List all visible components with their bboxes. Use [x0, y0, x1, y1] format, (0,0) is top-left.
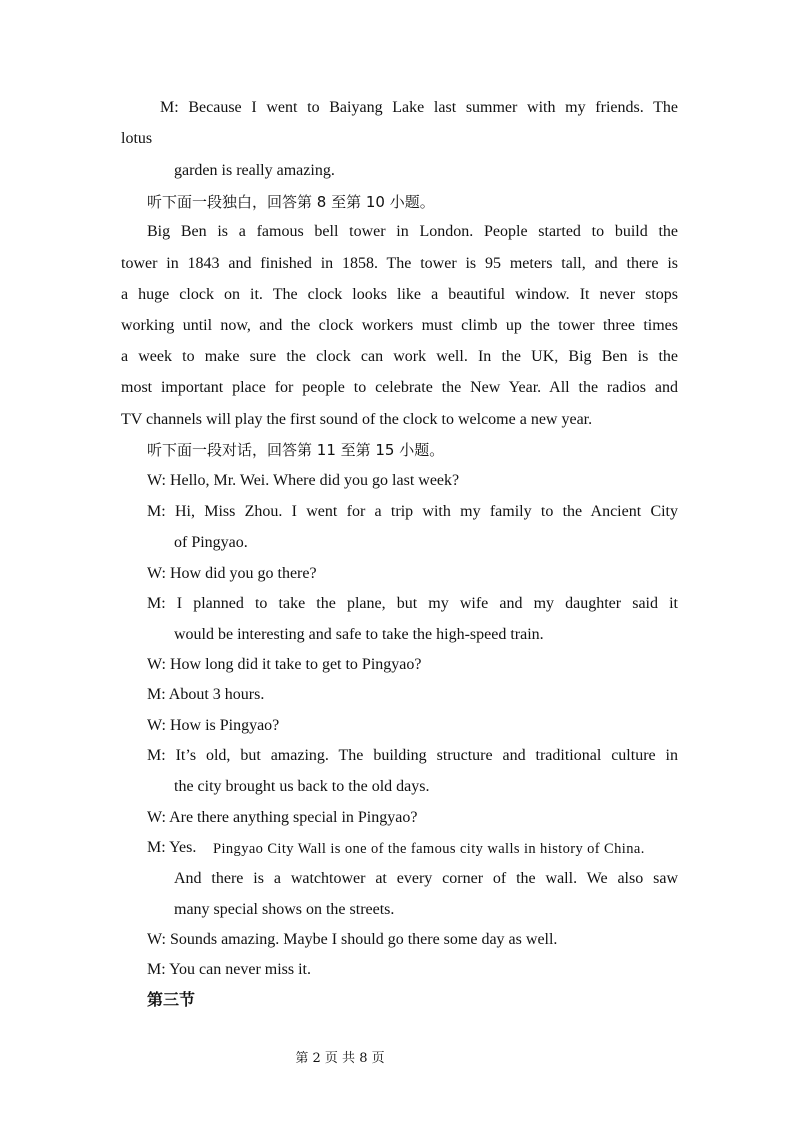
dialogue-line: garden is really amazing. [174, 162, 335, 179]
dialogue-line: W: Hello, Mr. Wei. Where did you go last week? [147, 472, 460, 489]
dialogue-line: M: You can never miss it. [147, 961, 311, 978]
dialogue-line: M: Yes. [147, 839, 197, 856]
section-heading: 第三节 [147, 990, 196, 1009]
dialogue-line: W: How is Pingyao? [147, 717, 280, 734]
monologue-line: tower in 1843 and finished in 1858. The tower is 95 meters tall, and there is [121, 255, 678, 272]
monologue-line: a week to make sure the clock can work well. In the UK, Big Ben is the [121, 348, 678, 365]
dialogue-line: W: How did you go there? [147, 565, 317, 582]
monologue-line: a huge clock on it. The clock looks like a beautiful window. It never stops [121, 286, 678, 303]
dialogue-line: the city brought us back to the old days. [174, 778, 430, 795]
dialogue-line: M: About 3 hours. [147, 686, 265, 703]
dialogue-line: many special shows on the streets. [174, 901, 395, 918]
dialogue-line: of Pingyao. [174, 534, 248, 551]
dialogue-line: And there is a watchtower at every corner of the wall. We also saw [174, 870, 678, 887]
dialogue-line-continued: Pingyao City Wall is one of the famous city walls in history of China. [213, 841, 645, 857]
dialogue-line: M: I planned to take the plane, but my wife and my daughter said it [147, 595, 678, 612]
dialogue-line: M: Because I went to Baiyang Lake last summer with my friends. The [160, 99, 678, 116]
dialogue-line: M: It’s old, but amazing. The building structure and traditional culture in [147, 747, 678, 764]
dialogue-line: lotus [121, 130, 153, 147]
dialogue-line: W: How long did it take to get to Pingyao? [147, 656, 422, 673]
dialogue-line: would be interesting and safe to take the high-speed train. [174, 626, 544, 643]
monologue-line: working until now, and the clock workers must climb up the tower three times [121, 317, 678, 334]
monologue-line: Big Ben is a famous bell tower in London. People started to build the [147, 223, 678, 240]
page-footer: 第 2 页 共 8 页 [295, 1051, 385, 1066]
section-instruction: 听下面一段对话，回答第 11 至第 15 小题。 [147, 441, 445, 459]
dialogue-line: W: Are there anything special in Pingyao? [147, 809, 418, 826]
section-instruction: 听下面一段独白，回答第 8 至第 10 小题。 [147, 193, 435, 211]
dialogue-line: M: Hi, Miss Zhou. I went for a trip with my family to the Ancient City [147, 503, 678, 520]
monologue-line: most important place for people to celebrate the New Year. All the radios and [121, 379, 678, 396]
monologue-line: TV channels will play the first sound of the clock to welcome a new year. [121, 411, 593, 428]
dialogue-line: W: Sounds amazing. Maybe I should go there some day as well. [147, 931, 558, 948]
